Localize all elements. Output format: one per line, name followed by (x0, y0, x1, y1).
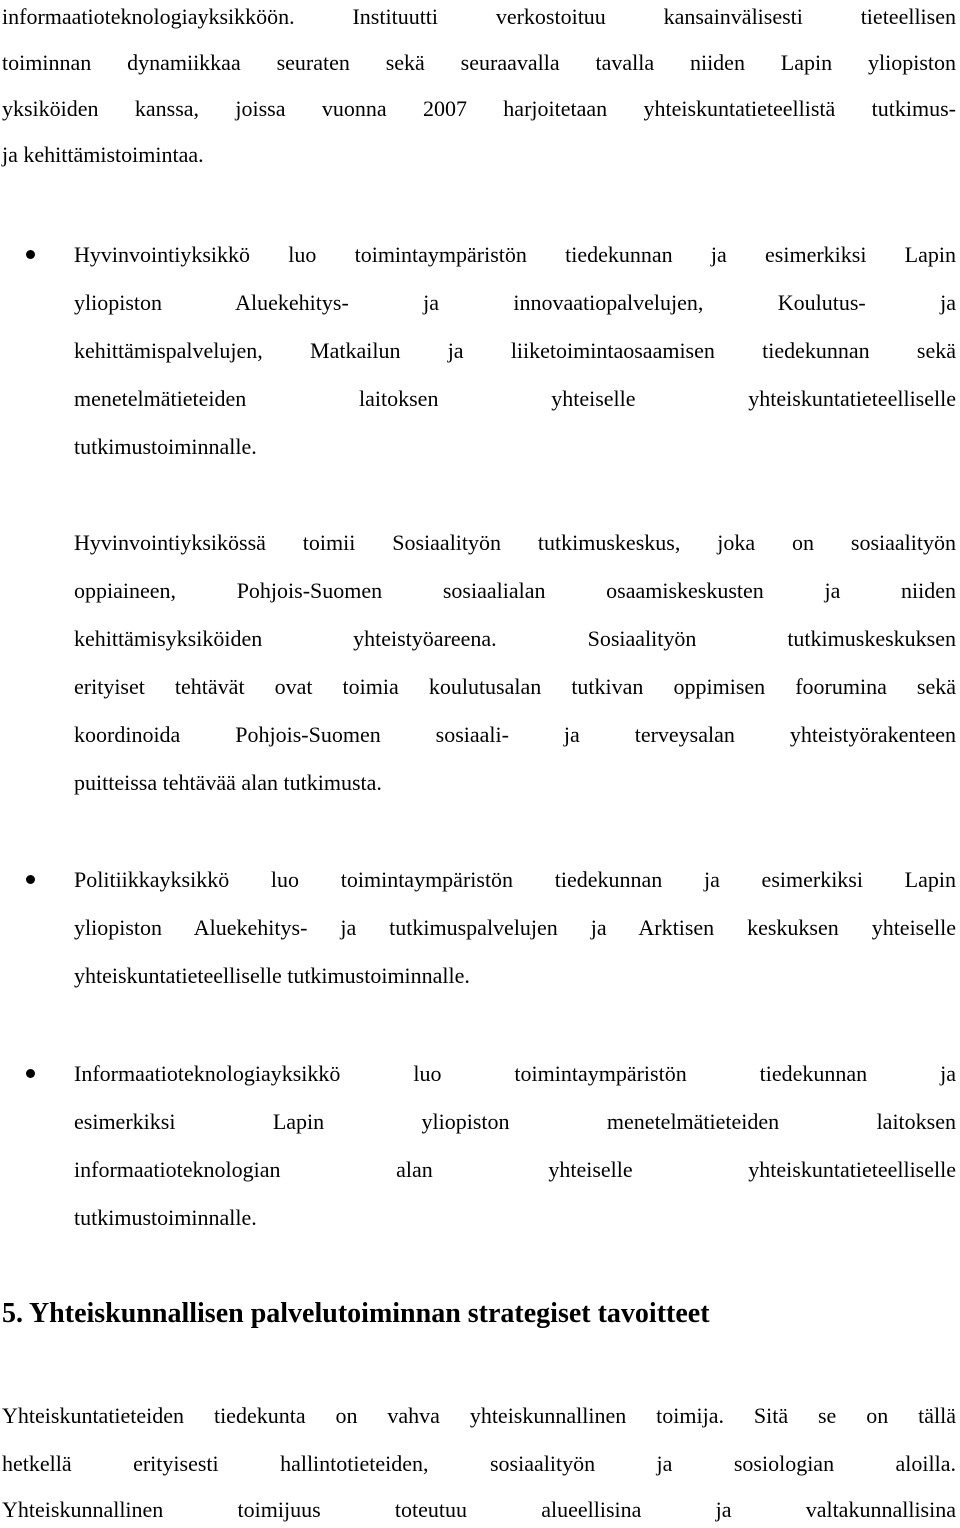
bullet-line: yliopiston Aluekehitys- ja innovaatiopalvelujen, Koulutus- ja (74, 290, 956, 315)
bullet-icon (26, 1069, 35, 1078)
intro-line: informaatioteknologiayksikköön. Instituutti verkostoituu kansainvälisesti tieteellisen (2, 4, 956, 29)
bullet-line: menetelmätieteiden laitoksen yhteiselle yhteiskuntatieteelliselle (74, 386, 956, 411)
bullet-line: tutkimustoiminnalle. (74, 434, 257, 459)
sub-paragraph-line: kehittämisyksiköiden yhteistyöareena. Sosiaalityön tutkimuskeskuksen (74, 626, 956, 651)
bullet-icon (26, 250, 35, 259)
bullet-line: informaatioteknologian alan yhteiselle yhteiskuntatieteelliselle (74, 1157, 956, 1182)
bullet-line: Hyvinvointiyksikkö luo toimintaympäristön tiedekunnan ja esimerkiksi Lapin (74, 242, 956, 267)
bullet-icon (26, 875, 35, 884)
bullet-line: Informaatioteknologiayksikkö luo toimintaympäristön tiedekunnan ja (74, 1061, 956, 1086)
bullet-line: Politiikkayksikkö luo toimintaympäristön tiedekunnan ja esimerkiksi Lapin (74, 867, 956, 892)
bullet-line: esimerkiksi Lapin yliopiston menetelmätieteiden laitoksen (74, 1109, 956, 1134)
intro-line: ja kehittämistoimintaa. (2, 142, 204, 167)
section-heading: 5. Yhteiskunnallisen palvelutoiminnan strategiset tavoitteet (2, 1298, 710, 1329)
section-paragraph-line: hetkellä erityisesti hallintotieteiden, sosiaalityön ja sosiologian aloilla. (2, 1451, 956, 1476)
sub-paragraph-line: Hyvinvointiyksikössä toimii Sosiaalityön tutkimuskeskus, joka on sosiaalityön (74, 530, 956, 555)
bullet-line: kehittämispalvelujen, Matkailun ja liiketoimintaosaamisen tiedekunnan sekä (74, 338, 956, 363)
sub-paragraph-line: puitteissa tehtävää alan tutkimusta. (74, 770, 382, 795)
intro-line: yksiköiden kanssa, joissa vuonna 2007 harjoitetaan yhteiskuntatieteellistä tutkimus- (2, 96, 956, 121)
bullet-line: yliopiston Aluekehitys- ja tutkimuspalvelujen ja Arktisen keskuksen yhteiselle (74, 915, 956, 940)
section-paragraph-line: Yhteiskunnallinen toimijuus toteutuu alueellisina ja valtakunnallisina (2, 1497, 956, 1522)
bullet-line: tutkimustoiminnalle. (74, 1205, 257, 1230)
sub-paragraph-line: koordinoida Pohjois-Suomen sosiaali- ja terveysalan yhteistyörakenteen (74, 722, 956, 747)
intro-line: toiminnan dynamiikkaa seuraten sekä seuraavalla tavalla niiden Lapin yliopiston (2, 50, 956, 75)
sub-paragraph-line: oppiaineen, Pohjois-Suomen sosiaalialan osaamiskeskusten ja niiden (74, 578, 956, 603)
sub-paragraph-line: erityiset tehtävät ovat toimia koulutusalan tutkivan oppimisen foorumina sekä (74, 674, 956, 699)
bullet-line: yhteiskuntatieteelliselle tutkimustoiminnalle. (74, 963, 470, 988)
section-paragraph-line: Yhteiskuntatieteiden tiedekunta on vahva yhteiskunnallinen toimija. Sitä se on tällä (2, 1403, 956, 1428)
